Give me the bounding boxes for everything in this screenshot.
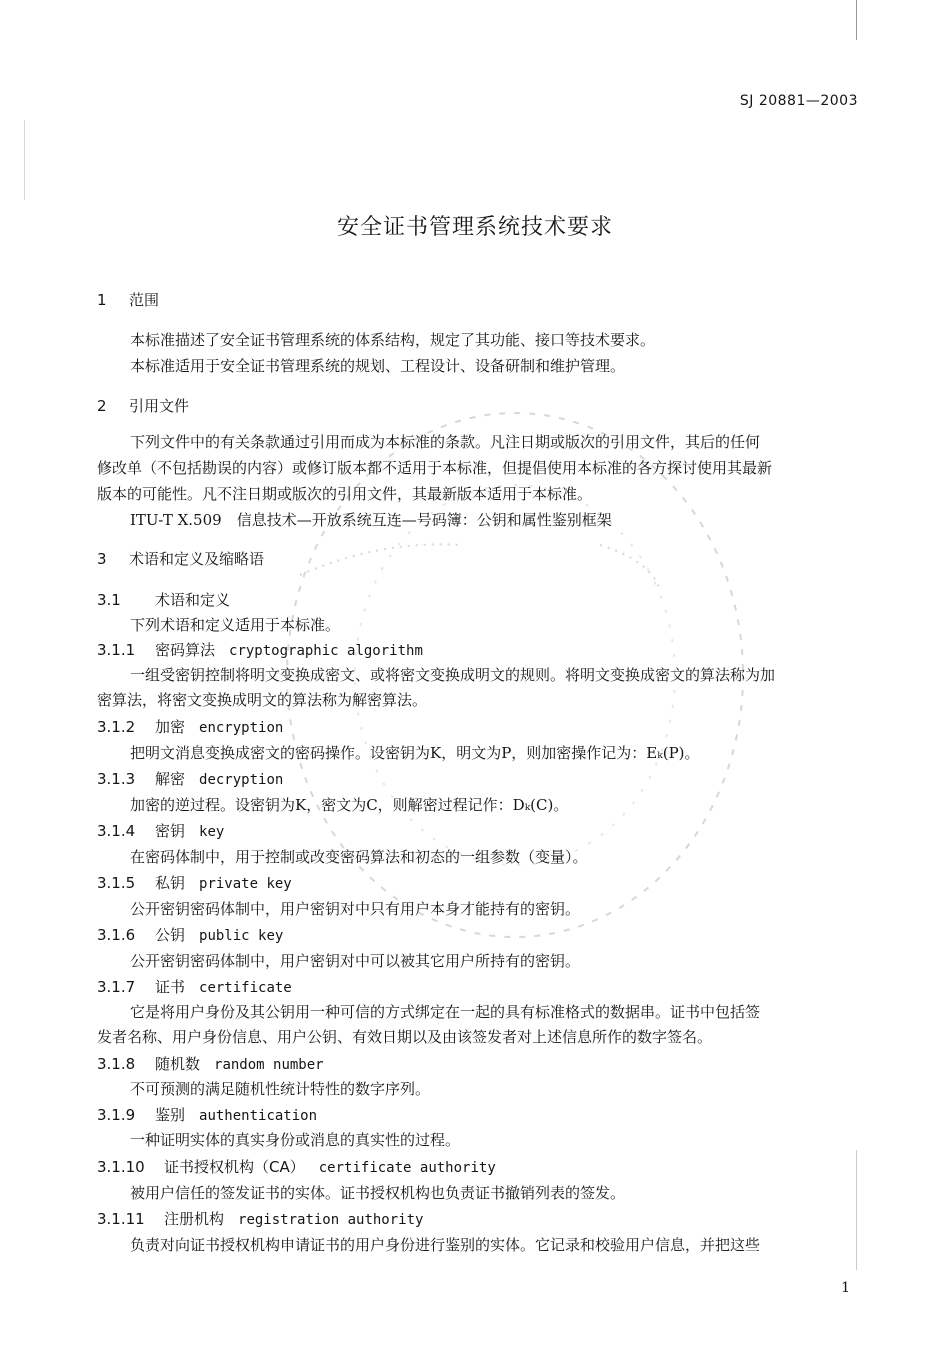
term-definition: 公开密钥密码体制中，用户密钥对中可以被其它用户所持有的密钥。 bbox=[130, 952, 581, 970]
subsection-title: 术语和定义 bbox=[155, 591, 231, 609]
term-en: private key bbox=[199, 876, 292, 892]
term-heading bbox=[97, 977, 292, 998]
term-en: encryption bbox=[199, 720, 284, 736]
scan-edge-mark bbox=[24, 120, 25, 200]
term-number: 3.1.8 bbox=[97, 1055, 136, 1073]
term-heading bbox=[97, 1157, 496, 1178]
term-heading bbox=[97, 821, 224, 842]
term-number: 3.1.1 bbox=[97, 641, 136, 659]
term-number: 3.1.4 bbox=[97, 822, 136, 840]
paragraph: 下列术语和定义适用于本标准。 bbox=[130, 616, 341, 634]
term-en: registration authority bbox=[238, 1212, 424, 1228]
paragraph: 本标准适用于安全证书管理系统的规划、工程设计、设备研制和维护管理。 bbox=[130, 357, 626, 375]
section-number: 1 bbox=[97, 291, 107, 309]
term-zh: 私钥 bbox=[155, 874, 186, 892]
page-number: 1 bbox=[841, 1280, 850, 1296]
scan-edge-mark bbox=[856, 1150, 857, 1270]
term-heading bbox=[97, 717, 283, 738]
section-number: 3 bbox=[97, 550, 107, 568]
section-title: 范围 bbox=[129, 291, 160, 309]
term-number: 3.1.5 bbox=[97, 874, 136, 892]
term-en: key bbox=[199, 824, 225, 840]
term-definition: 密算法，将密文变换成明文的算法称为解密算法。 bbox=[97, 691, 428, 709]
standard-code: SJ 20881—2003 bbox=[739, 93, 858, 109]
term-heading bbox=[97, 1209, 423, 1230]
term-number: 3.1.2 bbox=[97, 718, 136, 736]
term-zh: 注册机构 bbox=[164, 1210, 225, 1228]
term-zh: 随机数 bbox=[155, 1055, 201, 1073]
term-en: random number bbox=[214, 1057, 324, 1073]
reference-entry: ITU-T X.509 信息技术—开放系统互连—号码簿：公钥和属性鉴别框架 bbox=[130, 511, 612, 529]
subsection-number: 3.1 bbox=[97, 591, 121, 609]
term-number: 3.1.3 bbox=[97, 770, 136, 788]
term-definition: 把明文消息变换成密文的密码操作。设密钥为K，明文为P，则加密操作记为：Eₖ(P)。 bbox=[130, 744, 700, 762]
term-heading bbox=[97, 1105, 317, 1126]
term-zh: 公钥 bbox=[155, 926, 186, 944]
term-heading bbox=[97, 1054, 324, 1075]
paragraph: 本标准描述了安全证书管理系统的体系结构，规定了其功能、接口等技术要求。 bbox=[130, 331, 656, 349]
term-heading bbox=[97, 873, 292, 894]
term-zh: 加密 bbox=[155, 718, 186, 736]
term-en: certificate bbox=[199, 980, 292, 996]
section-2-heading bbox=[97, 396, 189, 416]
term-definition: 它是将用户身份及其公钥用一种可信的方式绑定在一起的具有标准格式的数据串。证书中包括签 bbox=[130, 1003, 761, 1021]
term-definition: 不可预测的满足随机性统计特性的数字序列。 bbox=[130, 1080, 431, 1098]
term-definition: 一组受密钥控制将明文变换成密文、或将密文变换成明文的规则。将明文变换成密文的算法称为加 bbox=[130, 666, 776, 684]
paragraph-line: 下列文件中的有关条款通过引用而成为本标准的条款。凡注日期或版次的引用文件，其后的任何 bbox=[130, 433, 761, 451]
section-1-heading bbox=[97, 290, 159, 310]
term-definition: 在密码体制中，用于控制或改变密码算法和初态的一组参数（变量）。 bbox=[130, 848, 588, 866]
document-title: 安全证书管理系统技术要求 bbox=[336, 215, 613, 240]
section-3-heading bbox=[97, 549, 264, 569]
paragraph-line: 修改单（不包括勘误的内容）或修订版本都不适用于本标准，但提倡使用本标准的各方探讨使用其最新 bbox=[97, 459, 773, 477]
term-zh: 证书 bbox=[155, 978, 186, 996]
term-en: cryptographic algorithm bbox=[229, 643, 423, 659]
term-en: authentication bbox=[199, 1108, 318, 1124]
term-definition: 公开密钥密码体制中，用户密钥对中只有用户本身才能持有的密钥。 bbox=[130, 900, 581, 918]
term-zh: 鉴别 bbox=[155, 1106, 186, 1124]
term-definition: 发者名称、用户身份信息、用户公钥、有效日期以及由该签发者对上述信息所作的数字签名。 bbox=[97, 1028, 713, 1046]
term-en: public key bbox=[199, 928, 284, 944]
term-number: 3.1.7 bbox=[97, 978, 136, 996]
term-definition: 负责对向证书授权机构申请证书的用户身份进行鉴别的实体。它记录和校验用户信息，并把这些 bbox=[130, 1236, 761, 1254]
paragraph-line: 版本的可能性。凡不注日期或版次的引用文件，其最新版本适用于本标准。 bbox=[97, 485, 593, 503]
term-number: 3.1.10 bbox=[97, 1158, 145, 1176]
term-number: 3.1.11 bbox=[97, 1210, 145, 1228]
term-number: 3.1.6 bbox=[97, 926, 136, 944]
section-title: 引用文件 bbox=[129, 397, 190, 415]
term-definition: 被用户信任的签发证书的实体。证书授权机构也负责证书撤销列表的签发。 bbox=[130, 1184, 626, 1202]
term-zh: 密钥 bbox=[155, 822, 186, 840]
subsection-3-1-heading bbox=[97, 590, 230, 610]
term-heading bbox=[97, 925, 283, 946]
section-title: 术语和定义及缩略语 bbox=[129, 550, 265, 568]
term-en: decryption bbox=[199, 772, 284, 788]
term-zh: 密码算法 bbox=[155, 641, 216, 659]
term-en: certificate authority bbox=[318, 1160, 496, 1176]
term-number: 3.1.9 bbox=[97, 1106, 136, 1124]
term-definition: 一种证明实体的真实身份或消息的真实性的过程。 bbox=[130, 1131, 461, 1149]
term-heading bbox=[97, 769, 283, 790]
term-zh: 证书授权机构（CA） bbox=[164, 1158, 305, 1176]
term-heading bbox=[97, 640, 423, 661]
term-zh: 解密 bbox=[155, 770, 186, 788]
scan-edge-mark bbox=[856, 0, 857, 40]
section-number: 2 bbox=[97, 397, 107, 415]
term-definition: 加密的逆过程。设密钥为K，密文为C，则解密过程记作：Dₖ(C)。 bbox=[130, 796, 569, 814]
